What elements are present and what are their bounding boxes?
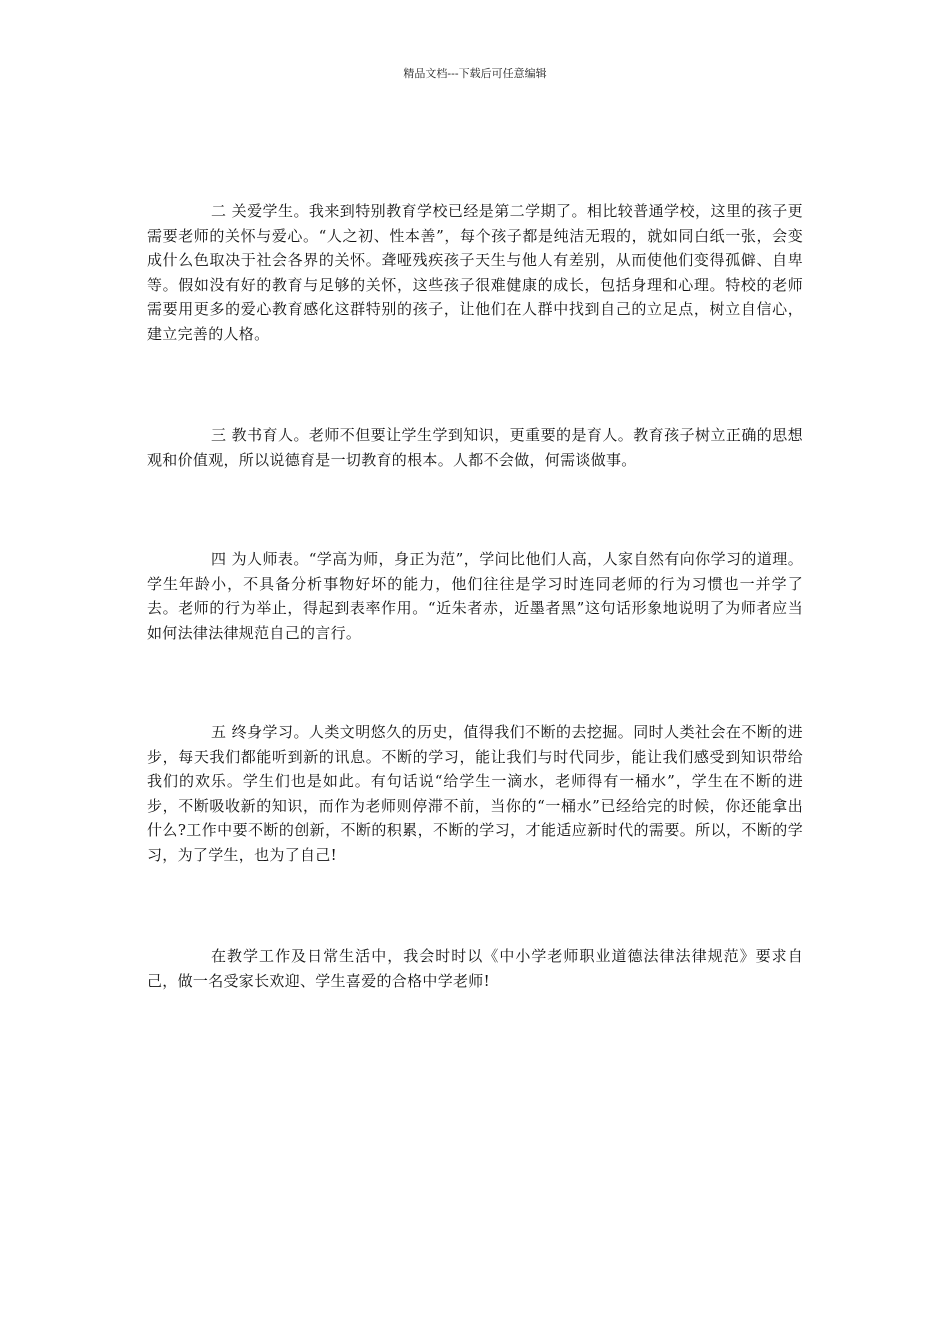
page-header: 精品文档---下载后可任意编辑: [403, 67, 547, 80]
paragraph-conclusion: 在教学工作及日常生活中，我会时时以《中小学老师职业道德法律法律规范》要求自己，做一名受家长欢迎、学生喜爱的合格中学老师!: [147, 947, 803, 990]
paragraph-role-model: 四 为人师表。“学高为师，身正为范”，学问比他们人高，人家自然有向你学习的道理。学生年龄小，不具备分析事物好坏的能力，他们往往是学习时连同老师的行为习惯也一并学了去。老师的行为举止，得起到表率作用。“近朱者赤，近墨者黑”这句话形象地说明了为师者应当如何法律法律规范自己的言行。: [147, 550, 803, 642]
paragraph-care-for-students: 二 关爱学生。我来到特别教育学校已经是第二学期了。相比较普通学校，这里的孩子更需要老师的关怀与爱心。“人之初、性本善”，每个孩子都是纯洁无瑕的，就如同白纸一张，会变成什么色取决于社会各界的关怀。聋哑残疾孩子天生与他人有差别，从而使他们变得孤僻、自卑等。假如没有好的教育与足够的关怀，这些孩子很难健康的成长，包括身理和心理。特校的老师需要用更多的爱心教育感化这群特别的孩子，让他们在人群中找到自己的立足点，树立自信心，建立完善的人格。: [147, 202, 803, 343]
paragraph-teaching-and-educating: 三 教书育人。老师不但要让学生学到知识，更重要的是育人。教育孩子树立正确的思想观和价值观，所以说德育是一切教育的根本。人都不会做，何需谈做事。: [147, 426, 803, 469]
paragraph-lifelong-learning: 五 终身学习。人类文明悠久的历史，值得我们不断的去挖掘。同时人类社会在不断的进步，每天我们都能听到新的讯息。不断的学习，能让我们与时代同步，能让我们感受到知识带给我们的欢乐。学生们也是如此。有句话说“给学生一滴水，老师得有一桶水”，学生在不断的进步，不断吸收新的知识，而作为老师则停滞不前，当你的“一桶水”已经给完的时候，你还能拿出什么?工作中要不断的创新，不断的积累，不断的学习，才能适应新时代的需要。所以，不断的学习，为了学生，也为了自己!: [147, 723, 803, 864]
